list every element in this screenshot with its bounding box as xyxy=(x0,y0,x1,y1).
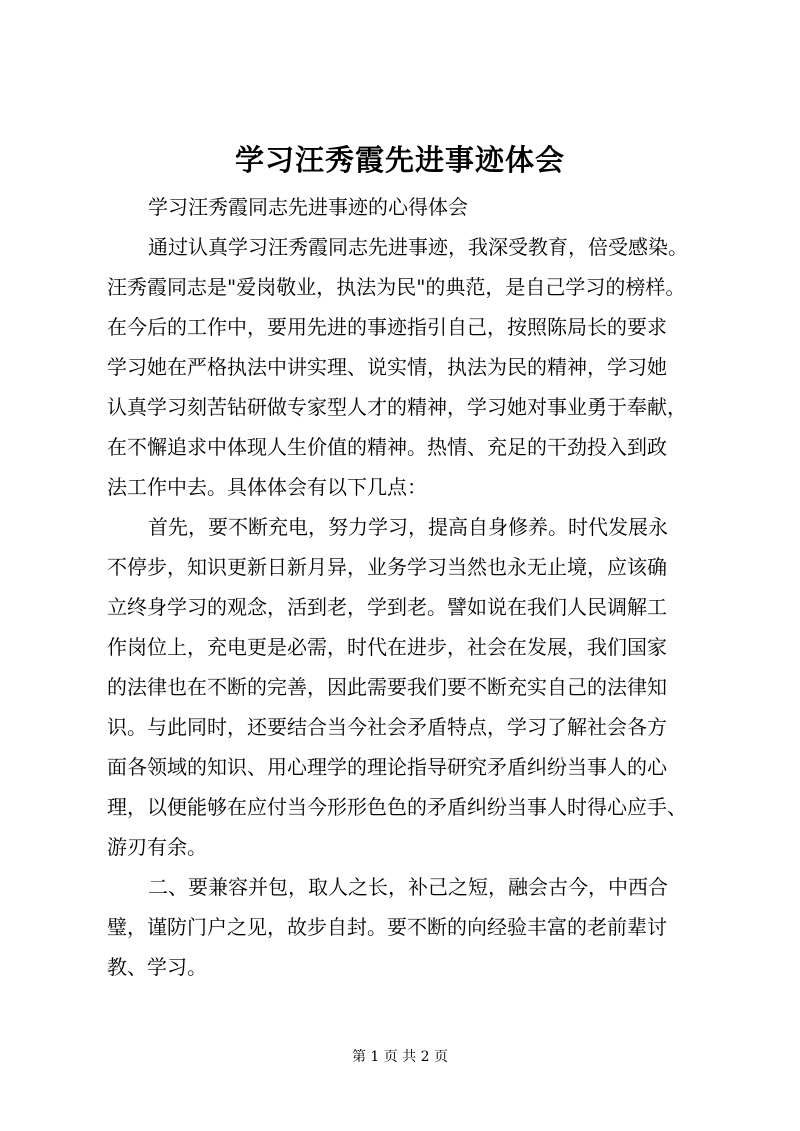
paragraph-line: 汪秀霞同志是"爱岗敬业，执法为民"的典范，是自己学习的榜样。 xyxy=(107,275,686,299)
paragraph-line: 二、要兼容并包，取人之长，补己之短，融会古今，中西合 xyxy=(148,875,668,899)
paragraph-line: 不停步，知识更新日新月异，业务学习当然也永无止境，应该确 xyxy=(107,555,667,579)
paragraph-line: 学习她在严格执法中讲实理、说实情，执法为民的精神，学习她 xyxy=(107,355,667,379)
paragraph-line: 通过认真学习汪秀霞同志先进事迹，我深受教育，倍受感染。 xyxy=(148,235,688,259)
paragraph-line: 教、学习。 xyxy=(107,955,207,979)
document-title: 学习汪秀霞先进事迹体会 xyxy=(234,143,565,177)
paragraph-line: 法工作中去。具体体会有以下几点： xyxy=(107,475,427,499)
paragraph-line: 首先，要不断充电，努力学习，提高自身修养。时代发展永 xyxy=(148,515,668,539)
paragraph-line: 识。与此同时，还要结合当今社会矛盾特点，学习了解社会各方 xyxy=(107,715,667,739)
paragraph-line: 理，以便能够在应付当今形形色色的矛盾纠纷当事人时得心应手、 xyxy=(107,795,687,819)
page-indicator: 第 1 页 共 2 页 xyxy=(351,1049,449,1065)
paragraph-line: 的法律也在不断的完善，因此需要我们要不断充实自己的法律知 xyxy=(107,675,667,699)
paragraph-line: 在今后的工作中，要用先进的事迹指引自己，按照陈局长的要求 xyxy=(107,315,667,339)
paragraph-line: 认真学习刻苦钻研做专家型人才的精神，学习她对事业勇于奉献， xyxy=(107,395,687,419)
paragraph-line: 游刃有余。 xyxy=(107,835,207,859)
paragraph-line: 作岗位上，充电更是必需，时代在进步，社会在发展，我们国家 xyxy=(107,635,667,659)
document-subtitle: 学习汪秀霞同志先进事迹的心得体会 xyxy=(148,195,468,219)
paragraph-line: 璧，谨防门户之见，故步自封。要不断的向经验丰富的老前辈讨 xyxy=(107,915,667,939)
paragraph-line: 立终身学习的观念，活到老，学到老。譬如说在我们人民调解工 xyxy=(107,595,667,619)
paragraph-line: 在不懈追求中体现人生价值的精神。热情、充足的干劲投入到政 xyxy=(107,435,667,459)
paragraph-line: 面各领域的知识、用心理学的理论指导研究矛盾纠纷当事人的心 xyxy=(107,755,667,779)
